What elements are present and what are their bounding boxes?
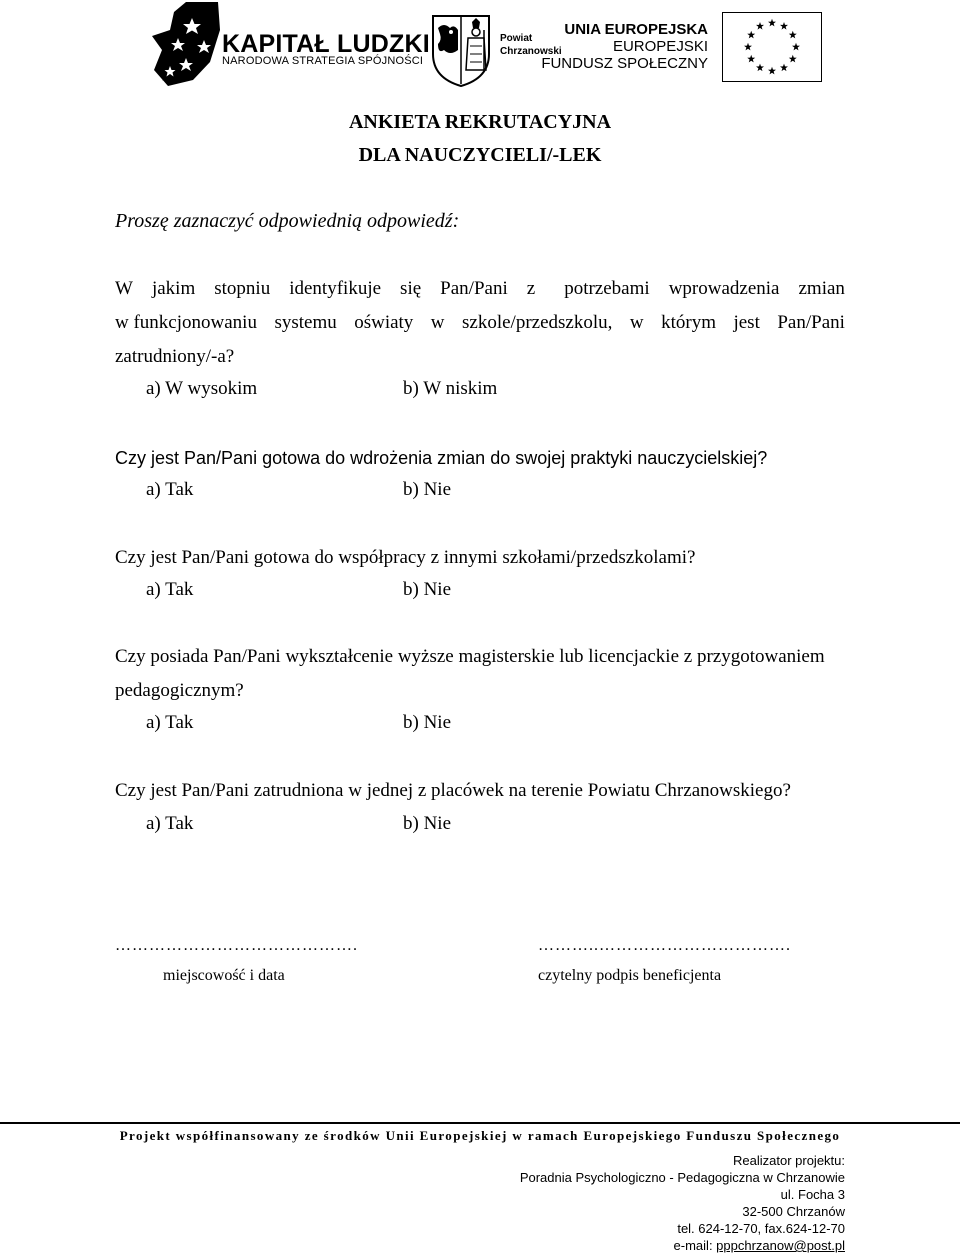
q5-option-b[interactable]: b) Nie (403, 813, 452, 834)
eu-star-icon (768, 67, 776, 75)
q1-word: Pan/Pani (777, 312, 845, 333)
eu-star-icon (756, 64, 764, 72)
eu-star-icon (780, 64, 788, 72)
ue-label-line3: FUNDUSZ SPOŁECZNY (541, 55, 708, 72)
q1-word: którym (661, 312, 716, 333)
realizer-phone: tel. 624-12-70, fax.624-12-70 (677, 1221, 845, 1236)
eu-star-icon (756, 22, 764, 30)
eu-star-icon (747, 31, 755, 39)
q1-word: W (115, 278, 133, 299)
q1-word: jest (733, 312, 760, 333)
eu-star-icon (747, 55, 755, 63)
eu-flag-icon (722, 12, 822, 82)
q3-option-b[interactable]: b) Nie (403, 579, 452, 600)
powiat-label-line1: Powiat (500, 33, 533, 44)
q4-option-a[interactable]: a) Tak (146, 712, 194, 733)
email-link[interactable]: pppchrzanow@post.pl (716, 1238, 845, 1253)
eu-star-icon (744, 43, 752, 51)
footer-divider (0, 1122, 960, 1124)
ue-label-line1: UNIA EUROPEJSKA (564, 21, 708, 38)
q1-word: identyfikuje (289, 278, 382, 299)
q1-word: potrzebami (564, 278, 650, 299)
q1-word: w funkcjonowaniu (115, 312, 257, 333)
question-5: Czy jest Pan/Pani zatrudniona w jednej z placówek na terenie Powiatu Chrzanowskiego? (115, 780, 791, 801)
kapital-ludzki-title: KAPITAŁ LUDZKI (222, 30, 430, 58)
signature-label: czytelny podpis beneficjenta (538, 967, 722, 984)
q1-word: w (629, 312, 644, 333)
q1-option-b[interactable]: b) W niskim (403, 378, 498, 399)
q1-word: szkole/przedszkolu, (462, 312, 613, 333)
question-4-line2: pedagogicznym? (115, 680, 244, 701)
eu-star-icon (780, 22, 788, 30)
powiat-label-line2: Chrzanowski (500, 46, 562, 57)
document-title-line2: DLA NAUCZYCIELI/-LEK (358, 144, 602, 166)
question-1-line2 (115, 306, 845, 340)
eu-star-icon (789, 31, 797, 39)
place-date-line[interactable]: ……………………………………. (115, 937, 358, 954)
ue-label-line2: EUROPEJSKI (612, 38, 708, 55)
place-date-label: miejscowość i data (163, 967, 285, 984)
realizer-name: Poradnia Psychologiczno - Pedagogiczna w Chrzanowie (519, 1170, 845, 1185)
kapital-ludzki-emblem-icon (148, 0, 223, 90)
kapital-ludzki-subtitle: NARODOWA STRATEGIA SPÓJNOŚCI (222, 55, 424, 67)
eu-star-icon (789, 55, 797, 63)
question-4 (115, 640, 845, 708)
q1-word: w (430, 312, 445, 333)
question-4-line1: Czy posiada Pan/Pani wykształcenie wyższe magisterskie lub licencjackie z przygotowaniem (115, 646, 825, 667)
q2-option-a[interactable]: a) Tak (146, 479, 194, 500)
question-1-line1 (115, 272, 845, 306)
q5-option-a[interactable]: a) Tak (146, 813, 194, 834)
question-3: Czy jest Pan/Pani gotowa do współpracy z innymi szkołami/przedszkolami? (115, 547, 696, 568)
q1-word: się (400, 278, 422, 299)
document-title-line1: ANKIETA REKRUTACYJNA (348, 111, 612, 133)
q1-word: Pan/Pani (440, 278, 508, 299)
q1-word: jakim (151, 278, 196, 299)
question-1-line3: zatrudniony/-a? (115, 346, 235, 367)
q1-word: stopniu (214, 278, 271, 299)
realizer-street: ul. Focha 3 (780, 1187, 845, 1202)
q1-word: z (526, 278, 536, 299)
instruction-text: Proszę zaznaczyć odpowiednią odpowiedź: (115, 210, 460, 232)
footer-project-text: Projekt współfinansowany ze środków Unii Europejskiej w ramach Europejskiego Funduszu Społecznego (119, 1128, 841, 1143)
eu-star-icon (768, 19, 776, 27)
q1-word: zmian (798, 278, 845, 299)
email-prefix: e-mail: (673, 1238, 717, 1253)
question-1 (115, 272, 845, 374)
q1-word: systemu (274, 312, 337, 333)
q3-option-a[interactable]: a) Tak (146, 579, 194, 600)
realizer-email-row (674, 1237, 845, 1254)
question-2: Czy jest Pan/Pani gotowa do wdrożenia zmian do swojej praktyki nauczycielskiej? (115, 448, 768, 468)
powiat-coat-of-arms-icon (430, 10, 492, 88)
q1-option-a[interactable]: a) W wysokim (146, 378, 258, 399)
q2-option-b[interactable]: b) Nie (403, 479, 452, 500)
realizer-city: 32-500 Chrzanów (742, 1204, 845, 1219)
signature-line[interactable]: ………..……………………………. (538, 937, 791, 954)
q4-option-b[interactable]: b) Nie (403, 712, 452, 733)
eu-star-icon (792, 43, 800, 51)
q1-word: oświaty (354, 312, 414, 333)
q1-word: wprowadzenia (668, 278, 780, 299)
realizer-label: Realizator projektu: (733, 1153, 845, 1168)
